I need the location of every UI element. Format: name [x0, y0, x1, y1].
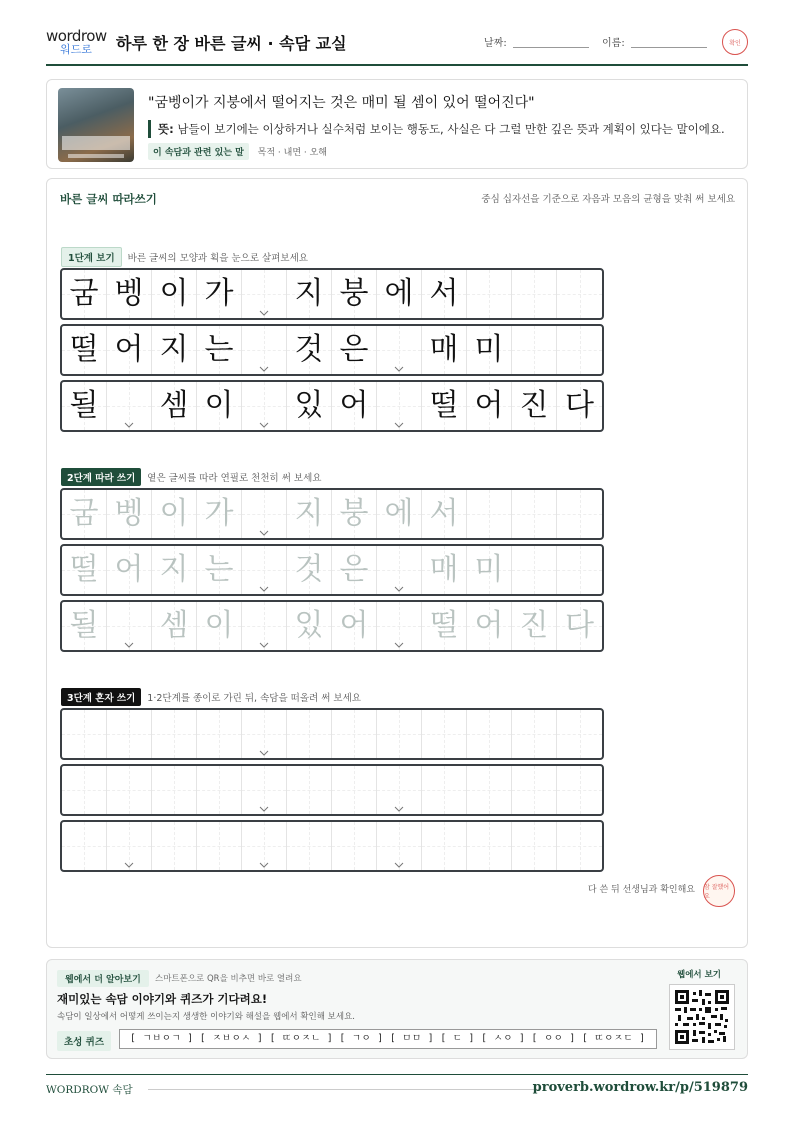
empty-cell[interactable]: [422, 710, 467, 758]
date-label: 날짜:: [484, 38, 507, 49]
char-cell: [467, 382, 512, 430]
empty-cell[interactable]: [152, 822, 197, 870]
proverb-text: "굼벵이가 지붕에서 떨어지는 것은 매미 될 셈이 있어 떨어진다": [148, 95, 535, 111]
space-cell[interactable]: [107, 602, 152, 650]
char-cell[interactable]: [512, 602, 557, 650]
char-cell: [422, 326, 467, 374]
char-cell[interactable]: [422, 602, 467, 650]
empty-cell[interactable]: [62, 766, 107, 814]
space-cell: [377, 326, 422, 374]
char-glyph: 다: [565, 608, 594, 643]
char-glyph: 어: [474, 608, 504, 643]
space-cell: [242, 382, 287, 430]
empty-cell[interactable]: [467, 822, 512, 870]
related-words: [148, 143, 327, 160]
practice-title: 바른 글씨 따라쓰기: [60, 192, 157, 206]
grid-row[interactable]: [60, 600, 604, 652]
space-cell: [242, 326, 287, 374]
char-cell: [197, 326, 242, 374]
empty-cell[interactable]: [152, 766, 197, 814]
char-glyph: 지: [159, 552, 189, 587]
char-glyph: 는: [204, 332, 234, 367]
date-line[interactable]: [513, 36, 589, 48]
empty-cell[interactable]: [467, 710, 512, 758]
empty-cell[interactable]: [107, 710, 152, 758]
char-glyph: 것: [294, 552, 324, 587]
char-glyph: 떨: [69, 552, 99, 587]
char-cell: [422, 382, 467, 430]
footer-brand: WORDROW 속담: [46, 1084, 133, 1096]
grid-row: [60, 380, 604, 432]
char-cell[interactable]: [152, 602, 197, 650]
empty-cell[interactable]: [287, 710, 332, 758]
space-mark-icon: [259, 366, 269, 372]
char-cell[interactable]: [152, 490, 197, 538]
char-cell: [422, 270, 467, 318]
space-cell: [107, 382, 152, 430]
char-glyph: 지: [294, 496, 324, 531]
char-glyph: 은: [339, 332, 369, 367]
char-glyph: 떨: [69, 332, 99, 367]
empty-cell[interactable]: [512, 822, 557, 870]
char-glyph: 은: [339, 552, 369, 587]
space-cell[interactable]: [242, 710, 287, 758]
char-cell[interactable]: [62, 490, 107, 538]
char-cell: [107, 326, 152, 374]
char-glyph: 매: [429, 332, 459, 367]
char-cell[interactable]: [467, 546, 512, 594]
empty-cell[interactable]: [557, 490, 602, 538]
date-field[interactable]: [484, 34, 589, 49]
space-mark-icon: [394, 586, 404, 592]
step3-badge: 3단계 혼자 쓰기: [61, 688, 141, 706]
step1-desc: 바른 글씨의 모양과 획을 눈으로 살펴보세요: [127, 253, 308, 264]
char-glyph: 될: [69, 388, 99, 423]
stamp-text: 확인: [729, 39, 741, 47]
empty-cell[interactable]: [152, 710, 197, 758]
teacher-confirm: 다 쓴 뒤 선생님과 확인해요: [587, 885, 695, 895]
char-cell[interactable]: [197, 602, 242, 650]
char-glyph: 붕: [339, 496, 369, 531]
space-cell[interactable]: [242, 766, 287, 814]
char-glyph: 가: [204, 496, 234, 531]
char-glyph: 이: [159, 276, 189, 311]
char-cell[interactable]: [287, 546, 332, 594]
char-cell: [467, 326, 512, 374]
step2-badge: 2단계 따라 쓰기: [61, 468, 141, 486]
grid-row[interactable]: [60, 544, 604, 596]
char-glyph: 벵: [114, 496, 144, 531]
char-glyph: 어: [474, 388, 504, 423]
char-glyph: 지: [159, 332, 189, 367]
char-glyph: 진: [519, 388, 549, 423]
char-glyph: 굼: [69, 276, 99, 311]
char-cell[interactable]: [467, 602, 512, 650]
empty-cell[interactable]: [422, 766, 467, 814]
step3-header: [61, 688, 361, 706]
char-cell: [287, 270, 332, 318]
step3-desc: 1·2단계를 종이로 가린 뒤, 속담을 떠올려 써 보세요: [147, 693, 361, 704]
good-job-stamp-icon: [703, 875, 735, 907]
char-cell: [107, 270, 152, 318]
char-glyph: 어: [114, 332, 144, 367]
char-glyph: 있: [294, 608, 324, 643]
space-mark-icon: [259, 310, 269, 316]
step1-badge: 1단계 보기: [61, 247, 122, 267]
char-glyph: 지: [294, 276, 324, 311]
meaning-text: 남들이 보기에는 이상하거나 실수처럼 보이는 행동도, 사실은 다 그럴 만한 깊은 뜻과 계획이 있다는 말이에요.: [177, 122, 725, 136]
empty-cell[interactable]: [107, 766, 152, 814]
name-field[interactable]: [602, 34, 707, 49]
grid-row[interactable]: [60, 764, 604, 816]
empty-cell[interactable]: [197, 766, 242, 814]
char-glyph: 붕: [339, 276, 369, 311]
grid-row: [60, 324, 604, 376]
qr-label: 웹에서 보기: [676, 970, 721, 980]
space-mark-icon: [259, 750, 269, 756]
empty-cell: [512, 326, 557, 374]
char-glyph: 이: [204, 388, 234, 423]
space-mark-icon: [394, 806, 404, 812]
space-cell[interactable]: [242, 546, 287, 594]
grid-row[interactable]: [60, 488, 604, 540]
empty-cell[interactable]: [512, 710, 557, 758]
char-glyph: 것: [294, 332, 324, 367]
char-cell[interactable]: [287, 490, 332, 538]
char-cell[interactable]: [197, 546, 242, 594]
grid-row: [60, 268, 604, 320]
char-glyph: 이: [204, 608, 234, 643]
step1-header: [61, 247, 308, 267]
char-cell[interactable]: [152, 546, 197, 594]
char-cell: [62, 326, 107, 374]
empty-cell[interactable]: [197, 822, 242, 870]
meaning-label: 뜻:: [158, 122, 174, 136]
space-cell[interactable]: [377, 602, 422, 650]
empty-cell[interactable]: [467, 490, 512, 538]
related-tag: 이 속담과 관련 있는 말: [148, 143, 249, 160]
char-glyph: 미: [474, 332, 504, 367]
char-cell: [332, 270, 377, 318]
empty-cell[interactable]: [557, 822, 602, 870]
empty-cell[interactable]: [287, 766, 332, 814]
quiz-box: [ ㄱㅂㅇㄱ ] [ ㅈㅂㅇㅅ ] [ ㄸㅇㅈㄴ ] [ ㄱㅇ ] [ ㅁㅁ ] [ ㄷ ] [ ㅅㅇ ] [ ㅇㅇ ] [ ㄸㅇㅈㄷ ]: [119, 1029, 657, 1049]
char-cell[interactable]: [422, 490, 467, 538]
char-cell: [287, 382, 332, 430]
char-glyph: 어: [339, 608, 369, 643]
web-title: 재미있는 속담 이야기와 퀴즈가 기다려요!: [57, 992, 268, 1006]
grid-row[interactable]: [60, 708, 604, 760]
empty-cell[interactable]: [512, 490, 557, 538]
char-cell[interactable]: [557, 602, 602, 650]
char-glyph: 서: [429, 276, 459, 311]
char-glyph: 있: [294, 388, 324, 423]
space-mark-icon: [394, 422, 404, 428]
empty-cell: [512, 270, 557, 318]
space-cell: [242, 270, 287, 318]
empty-cell[interactable]: [62, 710, 107, 758]
space-cell[interactable]: [242, 602, 287, 650]
char-cell: [557, 382, 602, 430]
char-cell[interactable]: [287, 602, 332, 650]
stamp-label: 참 잘했어요: [704, 884, 730, 900]
empty-cell: [557, 326, 602, 374]
char-cell: [62, 270, 107, 318]
char-glyph: 진: [519, 608, 549, 643]
space-mark-icon: [259, 806, 269, 812]
empty-cell: [467, 270, 512, 318]
char-glyph: 벵: [114, 276, 144, 311]
empty-cell[interactable]: [62, 822, 107, 870]
step2-desc: 옅은 글씨를 따라 연필로 천천히 써 보세요: [147, 473, 322, 484]
char-cell[interactable]: [107, 490, 152, 538]
space-cell[interactable]: [377, 546, 422, 594]
space-cell[interactable]: [242, 490, 287, 538]
footer-divider: [148, 1089, 538, 1090]
char-glyph: 될: [69, 608, 99, 643]
meaning-block: [148, 120, 725, 138]
grid-row[interactable]: [60, 820, 604, 872]
char-cell: [377, 270, 422, 318]
proverb-illustration: [58, 88, 134, 162]
char-glyph: 어: [114, 552, 144, 587]
char-cell[interactable]: [107, 546, 152, 594]
char-glyph: 가: [204, 276, 234, 311]
practice-note: 중심 십자선을 기준으로 자음과 모음의 균형을 맞춰 써 보세요: [481, 194, 735, 205]
char-glyph: 어: [339, 388, 369, 423]
char-cell[interactable]: [332, 602, 377, 650]
space-mark-icon: [124, 862, 134, 868]
char-cell: [152, 382, 197, 430]
space-mark-icon: [259, 862, 269, 868]
empty-cell[interactable]: [557, 546, 602, 594]
space-cell[interactable]: [377, 822, 422, 870]
space-mark-icon: [394, 862, 404, 868]
logo-wordmark: wordrow: [46, 27, 107, 45]
empty-cell[interactable]: [377, 710, 422, 758]
empty-cell[interactable]: [512, 766, 557, 814]
web-card: [46, 959, 748, 1059]
web-hint: 스마트폰으로 QR을 비추면 바로 열려요: [155, 974, 302, 984]
char-cell: [197, 382, 242, 430]
qr-code-icon[interactable]: [669, 984, 735, 1050]
space-mark-icon: [259, 422, 269, 428]
page-header: [46, 22, 748, 66]
space-mark-icon: [259, 586, 269, 592]
space-mark-icon: [124, 642, 134, 648]
space-cell[interactable]: [377, 766, 422, 814]
char-cell[interactable]: [332, 546, 377, 594]
space-mark-icon: [394, 366, 404, 372]
char-cell[interactable]: [62, 602, 107, 650]
empty-cell[interactable]: [197, 710, 242, 758]
char-cell[interactable]: [332, 490, 377, 538]
char-cell[interactable]: [62, 546, 107, 594]
empty-cell[interactable]: [467, 766, 512, 814]
practice-card: [46, 178, 748, 948]
char-glyph: 떨: [429, 608, 459, 643]
char-glyph: 는: [204, 552, 234, 587]
quiz-label: 초성 퀴즈: [57, 1031, 111, 1051]
char-glyph: 에: [384, 496, 414, 531]
char-glyph: 굼: [69, 496, 99, 531]
char-cell[interactable]: [422, 546, 467, 594]
space-cell[interactable]: [242, 822, 287, 870]
empty-cell[interactable]: [287, 822, 332, 870]
char-cell: [152, 270, 197, 318]
empty-cell[interactable]: [512, 546, 557, 594]
page-footer: [46, 1074, 748, 1102]
empty-cell[interactable]: [332, 766, 377, 814]
char-glyph: 다: [565, 388, 594, 423]
empty-cell[interactable]: [332, 710, 377, 758]
char-glyph: 이: [159, 496, 189, 531]
space-cell[interactable]: [107, 822, 152, 870]
space-mark-icon: [259, 642, 269, 648]
name-label: 이름:: [602, 38, 625, 49]
empty-cell[interactable]: [557, 766, 602, 814]
char-cell: [332, 326, 377, 374]
char-glyph: 떨: [429, 388, 459, 423]
char-cell: [332, 382, 377, 430]
char-glyph: 미: [474, 552, 504, 587]
char-cell: [287, 326, 332, 374]
char-glyph: 셈: [159, 388, 189, 423]
char-glyph: 서: [429, 496, 459, 531]
space-mark-icon: [394, 642, 404, 648]
page-title: 하루 한 장 바른 글씨 · 속담 교실: [116, 34, 347, 53]
char-cell: [152, 326, 197, 374]
step2-header: [61, 468, 321, 486]
related-list: 목적 · 내면 · 오해: [257, 148, 327, 158]
empty-cell[interactable]: [422, 822, 467, 870]
stamp-icon: [722, 29, 748, 55]
char-cell: [197, 270, 242, 318]
space-mark-icon: [259, 530, 269, 536]
footer-url-link[interactable]: proverb.wordrow.kr/p/519879: [532, 1080, 748, 1095]
name-line[interactable]: [631, 36, 707, 48]
qr-pattern: [675, 990, 729, 1044]
empty-cell: [557, 270, 602, 318]
char-glyph: 에: [384, 276, 414, 311]
char-glyph: 매: [429, 552, 459, 587]
web-desc: 속담이 일상에서 어떻게 쓰이는지 생생한 이야기와 해설을 웹에서 확인해 보세요.: [57, 1012, 355, 1022]
char-cell: [512, 382, 557, 430]
empty-cell[interactable]: [332, 822, 377, 870]
web-badge: 웹에서 더 알아보기: [57, 970, 149, 987]
char-glyph: 셈: [159, 608, 189, 643]
proverb-card: [46, 79, 748, 169]
char-cell: [62, 382, 107, 430]
logo-korean: 워드로: [60, 43, 92, 56]
char-cell[interactable]: [377, 490, 422, 538]
space-mark-icon: [124, 422, 134, 428]
wordrow-logo: [46, 28, 106, 58]
empty-cell[interactable]: [557, 710, 602, 758]
char-cell[interactable]: [197, 490, 242, 538]
space-cell: [377, 382, 422, 430]
